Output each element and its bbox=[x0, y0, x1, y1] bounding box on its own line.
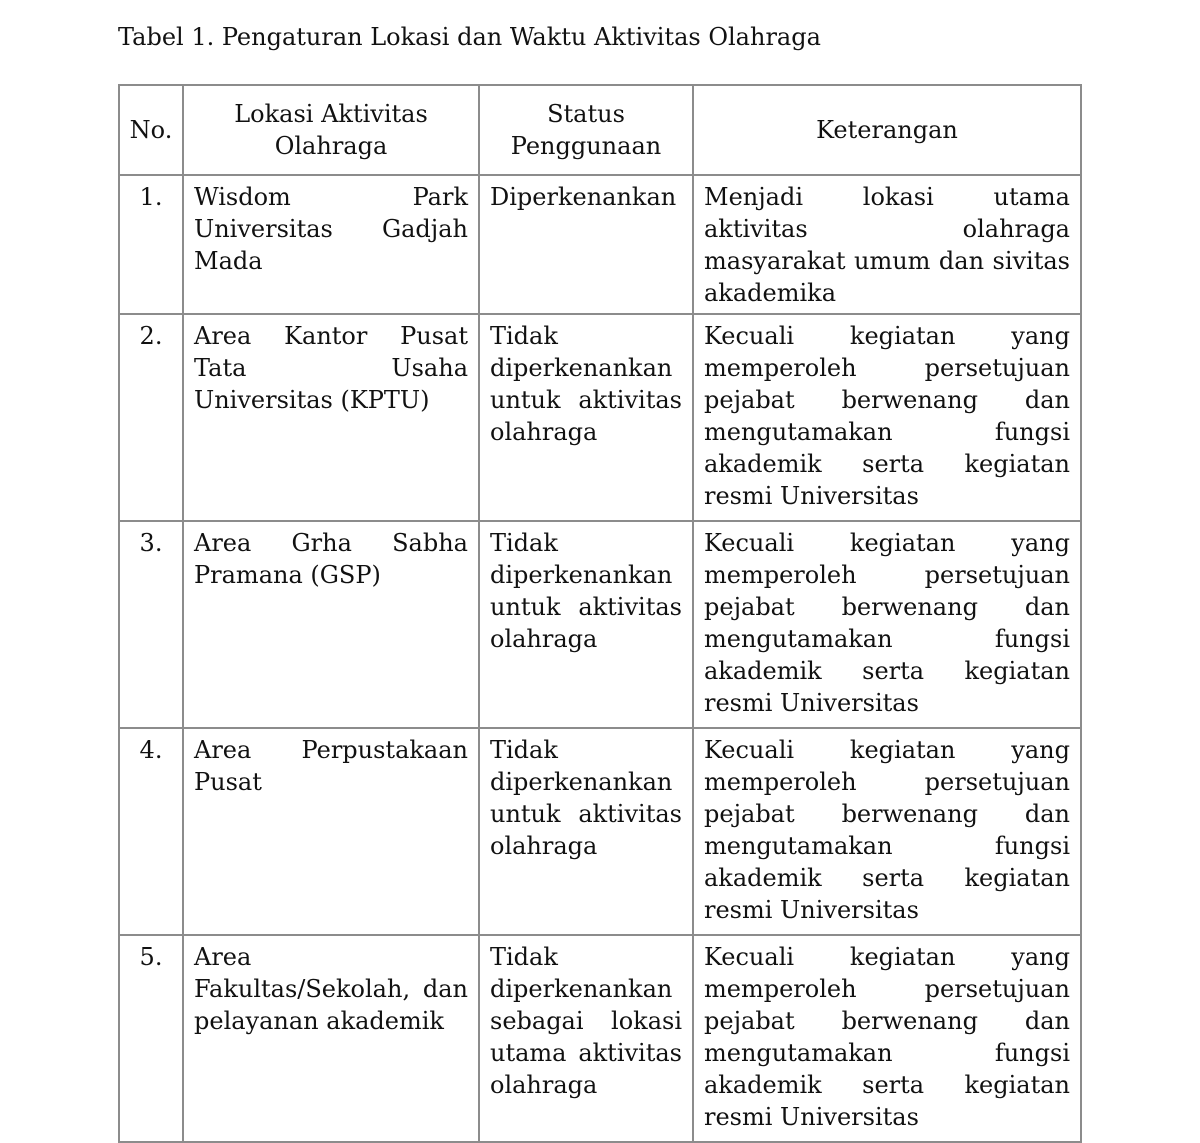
cell-lokasi: Area Grha Sabha Pramana (GSP) bbox=[183, 521, 479, 728]
cell-status: Tidak diperkenankan untuk aktivitas olahraga bbox=[479, 521, 693, 728]
header-status: Status Penggunaan bbox=[479, 85, 693, 175]
cell-lokasi: Wisdom Park Universitas Gadjah Mada bbox=[183, 175, 479, 314]
header-lokasi: Lokasi Aktivitas Olahraga bbox=[183, 85, 479, 175]
table-row bbox=[119, 314, 1081, 521]
cell-no: 2. bbox=[119, 314, 183, 521]
table-body bbox=[119, 175, 1081, 1142]
cell-no: 5. bbox=[119, 935, 183, 1142]
cell-keterangan: Kecuali kegiatan yang memperoleh persetujuan pejabat berwenang dan mengutamakan fungsi akademik serta kegiatan resmi Universitas bbox=[693, 728, 1081, 935]
table-header bbox=[119, 85, 1081, 175]
cell-status: Diperkenankan bbox=[479, 175, 693, 314]
cell-status: Tidak diperkenankan untuk aktivitas olahraga bbox=[479, 314, 693, 521]
cell-lokasi: Area Perpustakaan Pusat bbox=[183, 728, 479, 935]
cell-no: 3. bbox=[119, 521, 183, 728]
cell-keterangan: Kecuali kegiatan yang memperoleh persetujuan pejabat berwenang dan mengutamakan fungsi akademik serta kegiatan resmi Universitas bbox=[693, 314, 1081, 521]
table-row bbox=[119, 728, 1081, 935]
cell-lokasi: Area Fakultas/Sekolah, dan pelayanan akademik bbox=[183, 935, 479, 1142]
cell-keterangan: Menjadi lokasi utama aktivitas olahraga masyarakat umum dan sivitas akademika bbox=[693, 175, 1081, 314]
table-row bbox=[119, 175, 1081, 314]
cell-no: 4. bbox=[119, 728, 183, 935]
cell-lokasi: Area Kantor Pusat Tata Usaha Universitas (KPTU) bbox=[183, 314, 479, 521]
cell-no: 1. bbox=[119, 175, 183, 314]
header-no: No. bbox=[119, 85, 183, 175]
header-row bbox=[119, 85, 1081, 175]
table-row bbox=[119, 935, 1081, 1142]
cell-keterangan: Kecuali kegiatan yang memperoleh persetujuan pejabat berwenang dan mengutamakan fungsi akademik serta kegiatan resmi Universitas bbox=[693, 521, 1081, 728]
header-keterangan: Keterangan bbox=[693, 85, 1081, 175]
cell-keterangan: Kecuali kegiatan yang memperoleh persetujuan pejabat berwenang dan mengutamakan fungsi akademik serta kegiatan resmi Universitas bbox=[693, 935, 1081, 1142]
cell-status: Tidak diperkenankan sebagai lokasi utama aktivitas olahraga bbox=[479, 935, 693, 1142]
cell-status: Tidak diperkenankan untuk aktivitas olahraga bbox=[479, 728, 693, 935]
location-rules-table bbox=[118, 84, 1082, 1143]
table-caption: Tabel 1. Pengaturan Lokasi dan Waktu Aktivitas Olahraga bbox=[118, 23, 821, 51]
table-row bbox=[119, 521, 1081, 728]
